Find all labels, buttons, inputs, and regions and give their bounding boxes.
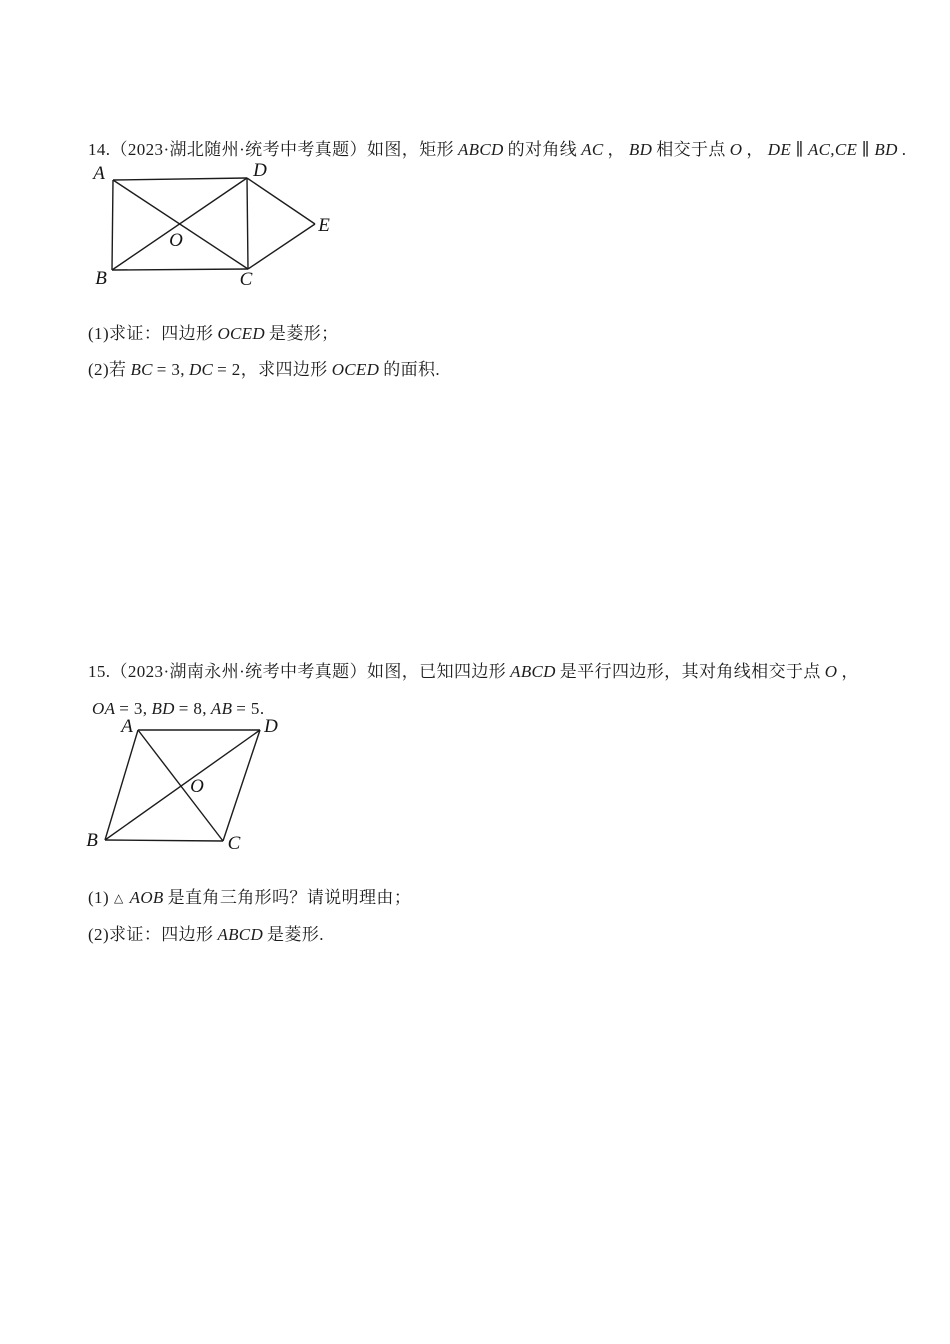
q14-part1-text: (1)求证：四边形 [88, 324, 214, 343]
q14-stem-text: ， [607, 140, 625, 159]
q14-stem-text: 的对角线 [507, 140, 578, 159]
q14-math-oced: OCED [331, 360, 380, 379]
q14-math-abcd: ABCD [457, 140, 504, 159]
diagonal-bd [105, 730, 260, 840]
q15-math-o: O [824, 662, 838, 681]
q15-part2-text: (2)求证：四边形 [88, 925, 214, 944]
q15-math-abcd: ABCD [510, 662, 556, 681]
edge-cb [112, 269, 248, 270]
edge-de [247, 178, 315, 224]
q14-math-parallel: DE ∥ AC,CE ∥ BD [767, 140, 898, 159]
q15-stem-text: = 5. [236, 699, 265, 718]
q14-stem-text: . [901, 140, 907, 159]
q15-stem-text: = 3, [119, 699, 148, 718]
q14-math-bd: BD [628, 140, 653, 159]
q15-math-ab: AB [210, 699, 233, 718]
q15-math-bd: BD [151, 699, 175, 718]
edge-dc [223, 730, 260, 841]
q14-math-oced: OCED [217, 324, 265, 343]
diagonal-bd [112, 178, 247, 270]
q14-part1 [88, 321, 339, 347]
q14-stem-text: 相交于点 [656, 140, 726, 159]
q14-part2-text: = 3, [156, 360, 185, 379]
q14-figure [85, 157, 347, 299]
q15-part2-text: 是菱形. [267, 925, 324, 944]
edge-ba [112, 180, 113, 270]
q15-math-abcd: ABCD [217, 925, 264, 944]
vertex-label-b: B [86, 830, 98, 851]
q14-stem-text: 14.（2023·湖北随州·统考中考真题）如图，矩形 [88, 140, 454, 159]
q14-math-o: O [729, 140, 743, 159]
q14-part1-text: 是菱形； [268, 324, 339, 343]
q15-part1 [88, 885, 411, 911]
q15-math-aob: AOB [129, 888, 164, 907]
q15-stem-text: ， [841, 662, 859, 681]
vertex-label-d: D [264, 716, 278, 737]
q15-part1-text: (1) [88, 888, 110, 907]
edge-cb [105, 840, 223, 841]
q14-part2-text: = 2，求四边形 [217, 360, 328, 379]
q14-math-bc: BC [130, 360, 153, 379]
vertex-label-a: A [121, 716, 133, 737]
edge-ce [248, 224, 315, 269]
edge-ba [105, 730, 138, 840]
edge-dc [247, 178, 248, 269]
q15-stem-text: 是平行四边形，其对角线相交于点 [559, 662, 821, 681]
vertex-label-e: E [318, 215, 330, 236]
center-label-o: O [169, 230, 183, 251]
q14-part2 [88, 357, 440, 383]
q15-math-oa: OA [92, 699, 116, 718]
vertex-label-c: C [227, 833, 241, 854]
q14-math-dc: DC [188, 360, 214, 379]
q15-stem-line1 [88, 659, 859, 685]
vertex-label-b: B [95, 268, 107, 289]
q14-part2-text: 的面积. [383, 360, 441, 379]
q15-part2 [88, 922, 324, 948]
edge-ad [113, 178, 247, 180]
center-label-o: O [190, 776, 204, 797]
triangle-symbol: △ [114, 891, 124, 905]
q15-stem-text: 15.（2023·湖南永州·统考中考真题）如图，已知四边形 [88, 662, 507, 681]
q14-part2-text: (2)若 [88, 360, 127, 379]
q15-part1-text: 是直角三角形吗？请说明理由； [167, 888, 412, 907]
q15-figure [70, 711, 300, 861]
vertex-label-d: D [253, 160, 267, 181]
q15-stem-text: = 8, [178, 699, 207, 718]
diagonal-ac [138, 730, 223, 841]
vertex-label-a: A [93, 163, 105, 184]
vertex-label-c: C [239, 269, 253, 290]
q14-stem-text: ， [746, 140, 764, 159]
q14-math-ac: AC [581, 140, 604, 159]
